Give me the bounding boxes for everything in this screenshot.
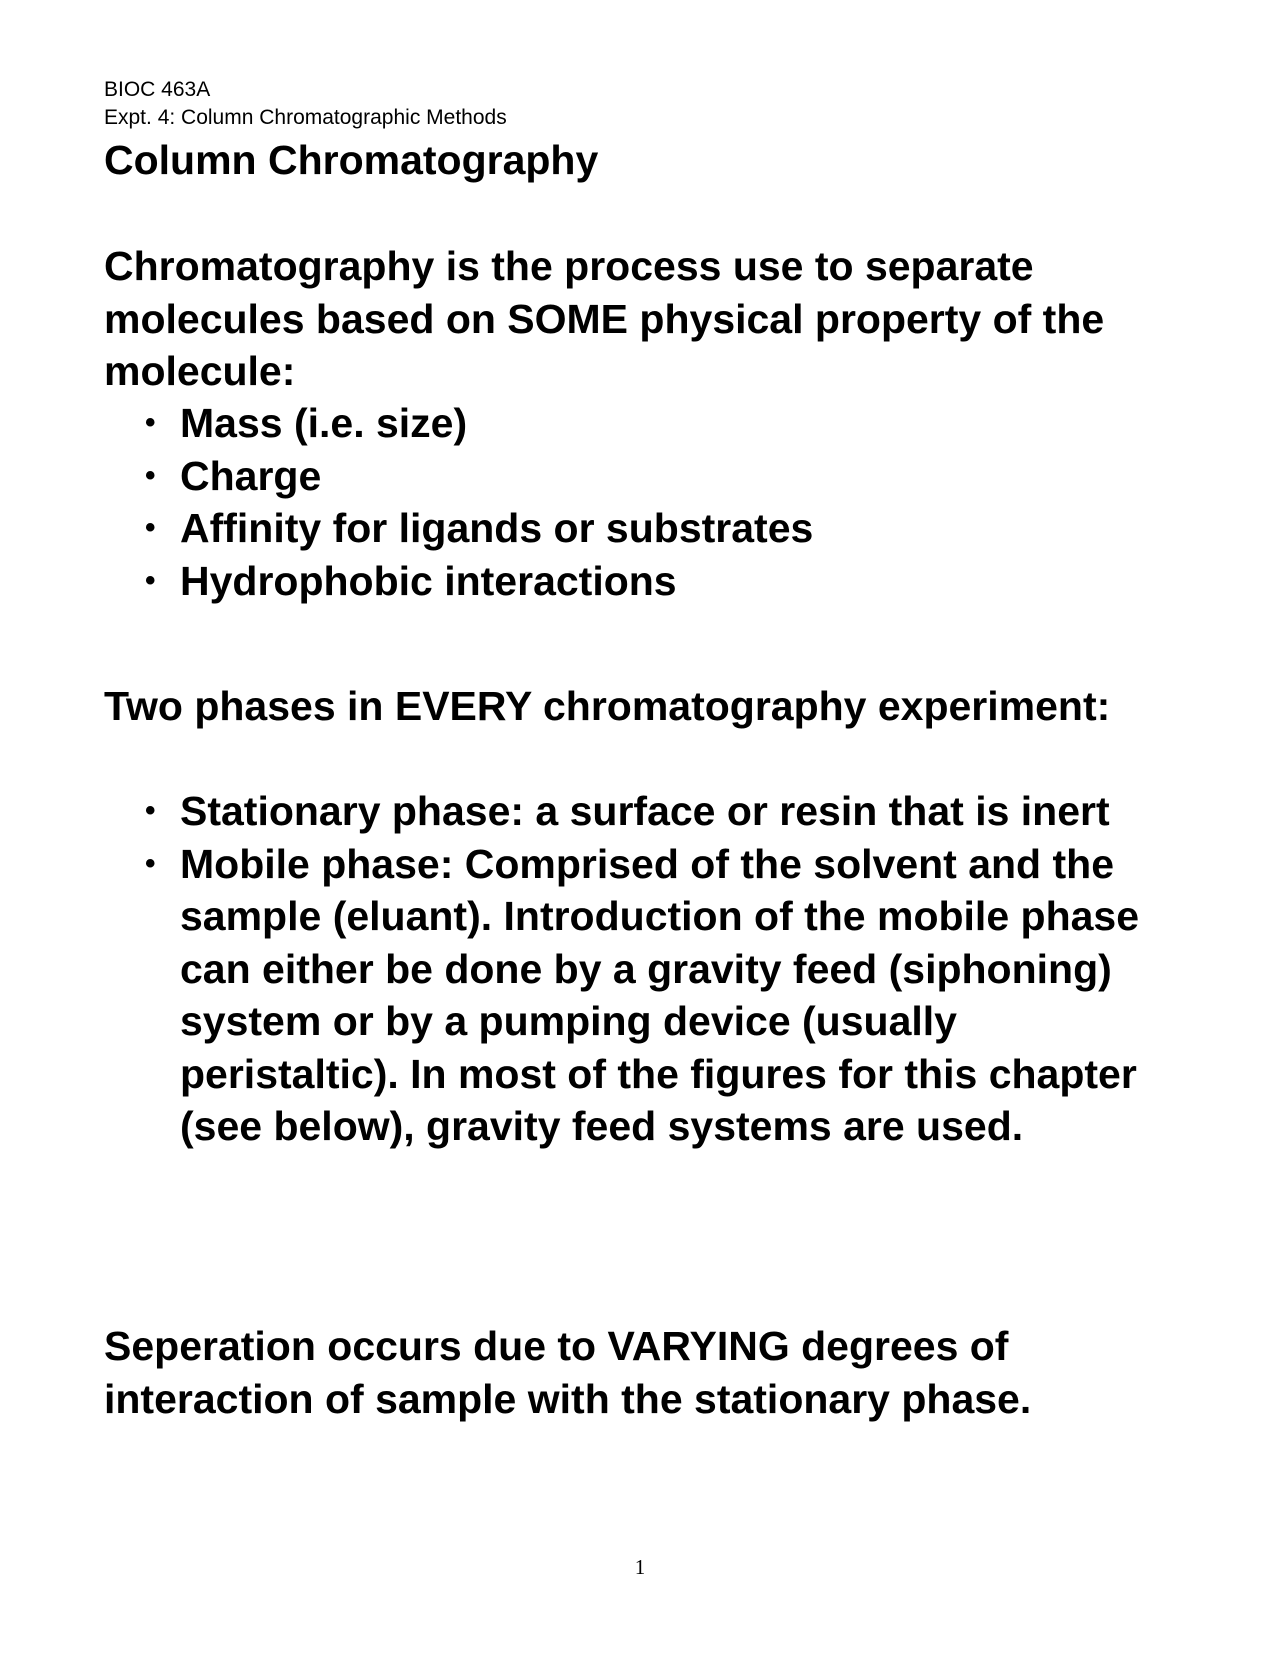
page-number: 1 <box>634 1555 646 1579</box>
bullet-icon: • <box>145 511 156 544</box>
list-item <box>104 555 1184 608</box>
list-item-text: Mass (i.e. size) <box>180 400 468 446</box>
bullet-icon: • <box>145 406 156 439</box>
course-code: BIOC 463A <box>104 78 211 101</box>
bullet-icon: • <box>145 458 156 492</box>
phases-paragraph: Two phases in EVERY chromatography experiment: <box>104 683 1111 729</box>
list-item <box>104 502 1184 555</box>
separation-paragraph: Seperation occurs due to VARYING degrees of interaction of sample with the stationary phase. <box>104 1323 1032 1422</box>
bullet-icon: • <box>145 794 156 827</box>
property-list <box>104 397 1184 607</box>
list-item-text: Hydrophobic interactions <box>180 557 677 604</box>
list-item-text: Stationary phase: a surface or resin that is inert <box>180 788 1110 834</box>
list-item <box>104 838 1184 1153</box>
bullet-icon: • <box>145 846 156 880</box>
list-item-text: Affinity for ligands or substrates <box>180 505 814 551</box>
intro-paragraph: Chromatography is the process use to separate molecules based on SOME physical property of the molecule: <box>104 243 1105 394</box>
list-item <box>104 785 1184 838</box>
list-item-text: Mobile phase: Comprised of the solvent and the sample (eluant). Introduction of the mobile phase can either be done by a gravity feed (siphoning) system or by a pumping device (usually peristaltic). In most of the figures for this chapter (see below), gravity feed systems are used. <box>180 840 1140 1149</box>
list-item <box>104 397 1184 450</box>
experiment-title: Expt. 4: Column Chromatographic Methods <box>104 106 507 129</box>
list-item-text: Charge <box>180 452 322 499</box>
page-title: Column Chromatography <box>104 137 599 183</box>
phases-list <box>104 785 1184 1153</box>
bullet-icon: • <box>145 563 156 597</box>
list-item <box>104 450 1184 503</box>
